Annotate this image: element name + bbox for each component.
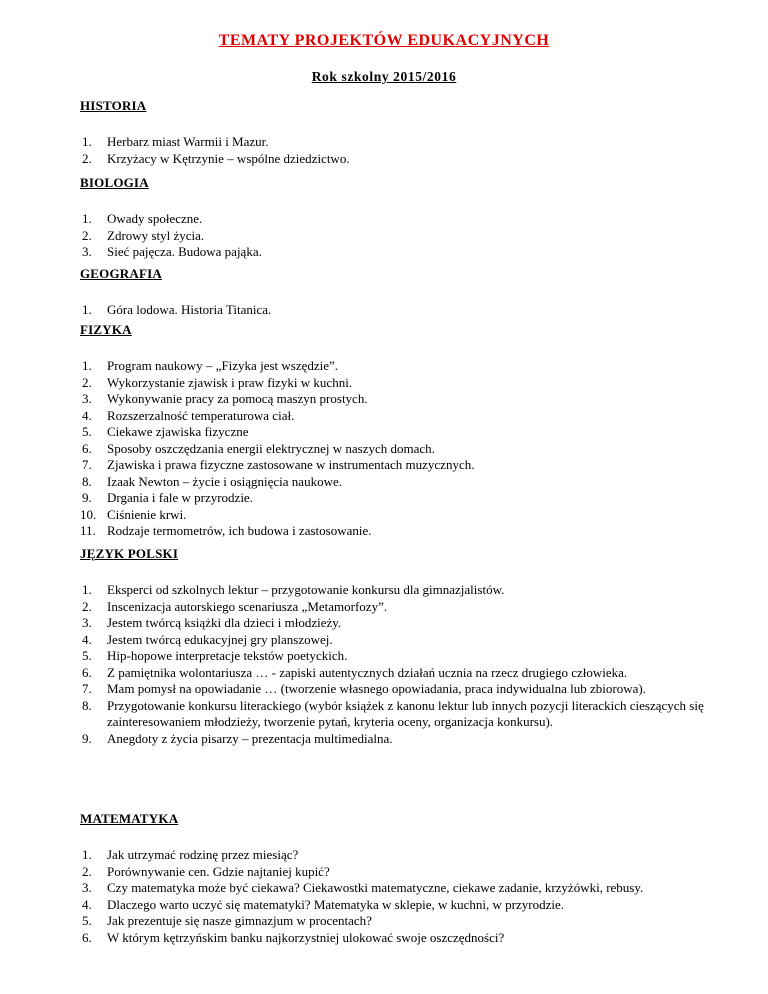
topic-item [80,244,720,261]
topic-item [80,681,720,698]
topic-number: 5. [82,424,92,439]
topic-list [80,582,720,747]
topic-item [80,880,720,897]
topic-text: Sposoby oszczędzania energii elektrycznej w naszych domach. [107,440,435,456]
topic-list [80,358,720,540]
topic-text: Anegdoty z życia pisarzy – prezentacja multimedialna. [107,730,393,746]
section-fizyka [80,322,720,540]
topic-text: Dlaczego warto uczyć się matematyki? Matematyka w sklepie, w kuchni, w przyrodzie. [107,896,564,912]
topic-item [80,457,720,474]
topic-list [80,302,720,319]
topic-number: 3. [82,391,92,406]
topic-number: 7. [82,681,92,696]
topic-item [80,582,720,599]
document-subtitle: Rok szkolny 2015/2016 [311,69,457,84]
topic-number: 6. [82,440,92,456]
topic-text: Jestem twórcą edukacyjnej gry planszowej. [107,631,333,647]
topic-item [80,897,720,914]
topic-number: 2. [82,598,92,614]
topic-text: Jak utrzymać rodzinę przez miesiąc? [107,847,299,862]
section-historia [80,98,720,167]
topic-number: 9. [82,490,92,505]
topic-number: 5. [82,648,92,663]
topic-text: Góra lodowa. Historia Titanica. [107,302,272,317]
topic-item [80,913,720,930]
topic-item [80,211,720,228]
section-heading: MATEMATYKA [80,811,179,826]
topic-text: Eksperci od szkolnych lektur – przygotowanie konkursu dla gimnazjalistów. [107,582,505,597]
document-title: TEMATY PROJEKTÓW EDUKACYJNYCH [218,32,550,49]
topic-item [80,864,720,881]
topic-number: 11. [80,523,96,538]
section-biologia [80,175,720,261]
topic-item [80,698,720,731]
topic-item [80,474,720,491]
section-matematyka [80,811,720,946]
topic-number: 2. [82,150,92,166]
topic-item [80,228,720,245]
topic-item [80,930,720,947]
topic-text: Przygotowanie konkursu literackiego (wybór książek z kanonu lektur lub innych pozycji literackich cieszących się zainteresowaniem młodzieży, tworzenie pytań, kryteria oceny, organizacja konkursu). [107,697,704,729]
topic-number: 1. [82,134,92,149]
topic-item [80,441,720,458]
topic-item [80,302,720,319]
topic-number: 8. [82,697,92,713]
topic-number: 3. [82,615,92,630]
topic-number: 9. [82,730,92,746]
section-geografia [80,266,720,319]
topic-item [80,648,720,665]
section-heading: HISTORIA [80,98,147,113]
topic-number: 3. [82,880,92,895]
topic-text: Mam pomysł na opowiadanie … (tworzenie własnego opowiadania, praca indywidualna lub zbiorowa). [107,681,646,696]
topic-item [80,507,720,524]
topic-item [80,134,720,151]
topic-item [80,665,720,682]
topic-number: 1. [82,582,92,597]
topic-number: 4. [82,896,92,912]
topic-item [80,490,720,507]
topic-number: 1. [82,358,92,373]
topic-item [80,424,720,441]
topic-text: Rodzaje termometrów, ich budowa i zastosowanie. [107,523,372,538]
topic-item [80,615,720,632]
topic-number: 2. [82,227,92,243]
topic-number: 6. [82,664,92,680]
topic-number: 3. [82,244,92,259]
topic-number: 1. [82,302,92,317]
topic-item [80,731,720,748]
section-jezyk-polski [80,546,720,747]
topic-text: Ciśnienie krwi. [107,506,187,522]
topic-text: Program naukowy – „Fizyka jest wszędzie”. [107,358,339,373]
topic-text: Rozszerzalność temperaturowa ciał. [107,407,295,423]
topic-item [80,408,720,425]
topic-item [80,391,720,408]
topic-number: 1. [82,847,92,862]
section-heading: FIZYKA [80,322,132,337]
topic-text: Porównywanie cen. Gdzie najtaniej kupić? [107,863,330,879]
topic-text: Jestem twórcą książki dla dzieci i młodzieży. [107,615,342,630]
topic-item [80,375,720,392]
topic-text: Inscenizacja autorskiego scenariusza „Metamorfozy”. [107,598,388,614]
topic-text: Herbarz miast Warmii i Mazur. [107,134,269,149]
topic-number: 6. [82,929,92,945]
topic-item [80,847,720,864]
topic-text: Izaak Newton – życie i osiągnięcia naukowe. [107,473,342,489]
topic-item [80,523,720,540]
topic-item [80,632,720,649]
topic-number: 2. [82,374,92,390]
topic-text: Zdrowy styl życia. [107,227,205,243]
topic-number: 2. [82,863,92,879]
topic-list [80,847,720,946]
topic-number: 4. [82,407,92,423]
topic-text: Z pamiętnika wolontariusza … - zapiski autentycznych działań ucznia na rzecz drugiego człowieka. [107,664,628,680]
topic-item [80,151,720,168]
topic-number: 5. [82,913,92,928]
topic-text: Owady społeczne. [107,211,203,226]
topic-text: Czy matematyka może być ciekawa? Ciekawostki matematyczne, ciekawe zadanie, krzyżówki, rebusy. [107,880,644,895]
topic-list [80,211,720,261]
topic-text: Krzyżacy w Kętrzynie – wspólne dziedzictwo. [107,150,350,166]
topic-item [80,599,720,616]
topic-number: 7. [82,457,92,472]
topic-text: Wykorzystanie zjawisk i praw fizyki w kuchni. [107,374,353,390]
topic-number: 1. [82,211,92,226]
topic-list [80,134,720,167]
topic-text: Wykonywanie pracy za pomocą maszyn prostych. [107,391,368,406]
topic-number: 10. [80,506,97,522]
topic-number: 4. [82,631,92,647]
topic-item [80,358,720,375]
section-heading: BIOLOGIA [80,175,149,190]
section-heading: JĘZYK POLSKI [80,546,179,561]
topic-text: Drgania i fale w przyrodzie. [107,490,253,505]
topic-text: Zjawiska i prawa fizyczne zastosowane w instrumentach muzycznych. [107,457,475,472]
topic-text: Sieć pajęcza. Budowa pająka. [107,244,262,259]
topic-text: W którym kętrzyńskim banku najkorzystniej ulokować swoje oszczędności? [107,929,505,945]
topic-number: 8. [82,473,92,489]
section-heading: GEOGRAFIA [80,266,162,281]
topic-text: Ciekawe zjawiska fizyczne [107,424,249,439]
topic-text: Hip-hopowe interpretacje tekstów poetyckich. [107,648,348,663]
topic-text: Jak prezentuje się nasze gimnazjum w procentach? [107,913,372,928]
